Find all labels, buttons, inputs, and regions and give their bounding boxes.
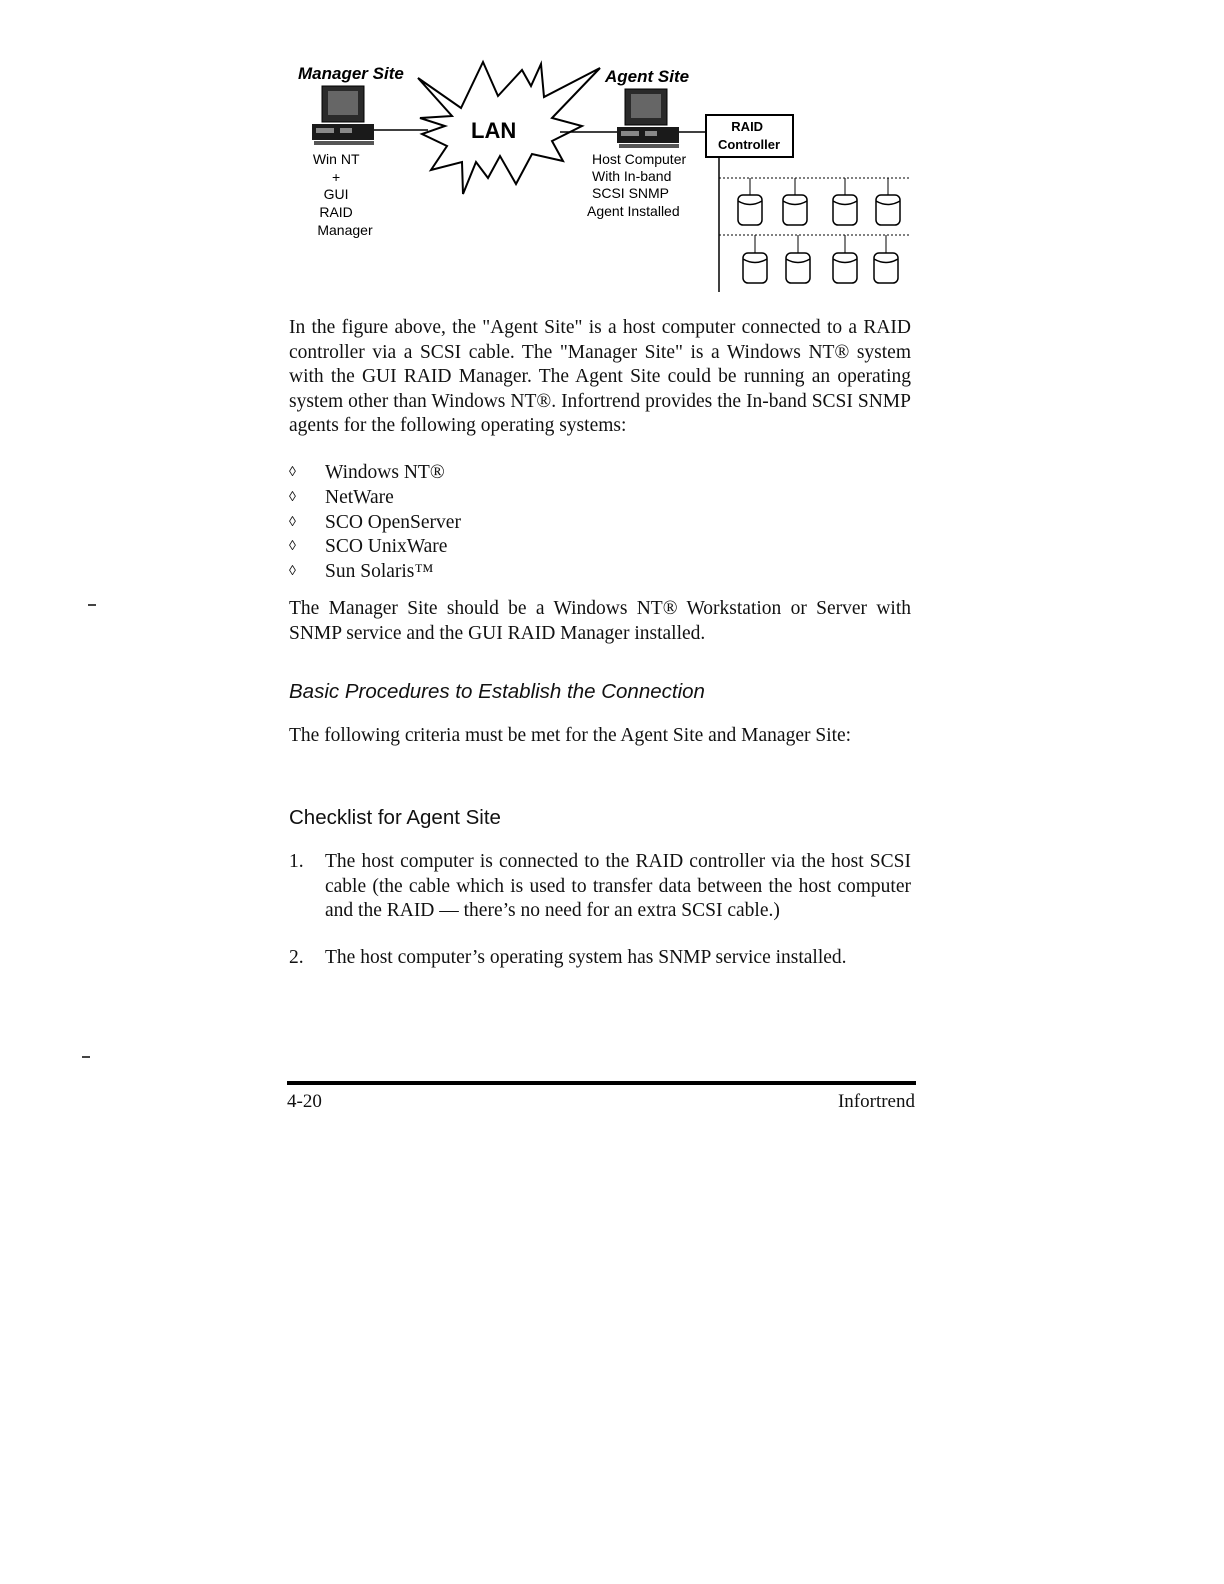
section-heading-basic-procedures: Basic Procedures to Establish the Connection — [289, 680, 705, 703]
item-text: The host computer’s operating system has SNMP service installed. — [325, 946, 847, 968]
host-caption-line: With In-band — [592, 168, 672, 184]
item-number: 1. — [289, 851, 304, 872]
margin-mark — [88, 604, 96, 606]
list-item — [289, 850, 911, 924]
os-list — [289, 461, 461, 585]
os-name: NetWare — [325, 486, 394, 508]
manager-caption-line: RAID — [319, 204, 353, 220]
list-item — [289, 946, 911, 971]
os-name: SCO UnixWare — [325, 536, 448, 558]
diamond-bullet-icon: ◊ — [289, 514, 296, 530]
agent-checklist — [289, 850, 911, 992]
list-item — [289, 560, 461, 585]
margin-mark — [82, 1056, 90, 1058]
manager-caption-line: + — [331, 169, 341, 185]
host-caption — [587, 151, 690, 219]
list-item — [289, 511, 461, 536]
host-caption-line: SCSI SNMP — [592, 185, 669, 201]
os-name: Windows NT® — [325, 462, 445, 483]
list-item — [289, 461, 461, 486]
disk-drive-icon — [783, 178, 807, 225]
footer-brand: Infortrend — [837, 1091, 915, 1112]
diamond-bullet-icon: ◊ — [289, 489, 296, 505]
manager-caption-line: Win NT — [312, 151, 360, 167]
list-item — [289, 535, 461, 560]
disk-drive-icon — [743, 235, 767, 283]
item-number: 2. — [289, 946, 304, 968]
raid-label-line: RAID — [731, 119, 764, 134]
item-text: The host computer is connected to the RAID controller via the host SCSI cable (the cable which is used to transfer data between the host computer and the RAID — there’s no need for an extra SCSI cable.) — [325, 851, 911, 921]
host-caption-line: Agent Installed — [587, 203, 680, 219]
diamond-bullet-icon: ◊ — [289, 564, 296, 580]
section-heading-checklist: Checklist for Agent Site — [289, 806, 501, 829]
page-number: 4-20 — [287, 1091, 322, 1112]
raid-label-line: Controller — [717, 137, 781, 152]
os-name: Sun Solaris™ — [325, 561, 434, 583]
manager-site-paragraph: The Manager Site should be a Windows NT® Workstation or Server with SNMP service and the GUI RAID Manager installed. — [289, 598, 911, 644]
manager-caption-line: Manager — [317, 222, 373, 238]
lan-label: LAN — [471, 118, 517, 143]
diamond-bullet-icon: ◊ — [289, 539, 296, 555]
intro-paragraph: In the figure above, the "Agent Site" is a host computer connected to a RAID controller via a SCSI cable. The "Manager Site" is a Windows NT® system with the GUI RAID Manager. The Agent Site could be running an operating system other than Windows NT®. Infortrend provides the In-band SCSI SNMP agents for the following operating systems: — [289, 317, 911, 436]
disk-drive-icon — [786, 235, 810, 283]
host-computer-icon — [617, 89, 679, 148]
host-caption-line: Host Computer — [592, 151, 687, 167]
os-name: SCO OpenServer — [325, 511, 461, 533]
manager-caption — [313, 151, 373, 238]
disk-drive-icon — [874, 235, 898, 283]
manager-site-label: Manager Site — [298, 64, 404, 83]
manager-caption-line: GUI — [323, 186, 349, 202]
diamond-bullet-icon: ◊ — [289, 465, 296, 480]
agent-site-label: Agent Site — [605, 67, 690, 86]
criteria-paragraph: The following criteria must be met for the Agent Site and Manager Site: — [289, 725, 852, 746]
footer-rule — [287, 1081, 916, 1085]
disk-drive-icon — [876, 178, 900, 225]
manager-computer-icon — [312, 86, 374, 145]
disk-drive-icon — [833, 178, 857, 225]
disk-drive-icon — [738, 178, 762, 225]
network-diagram — [0, 0, 1224, 300]
list-item — [289, 486, 461, 511]
disk-drive-icon — [833, 235, 857, 283]
